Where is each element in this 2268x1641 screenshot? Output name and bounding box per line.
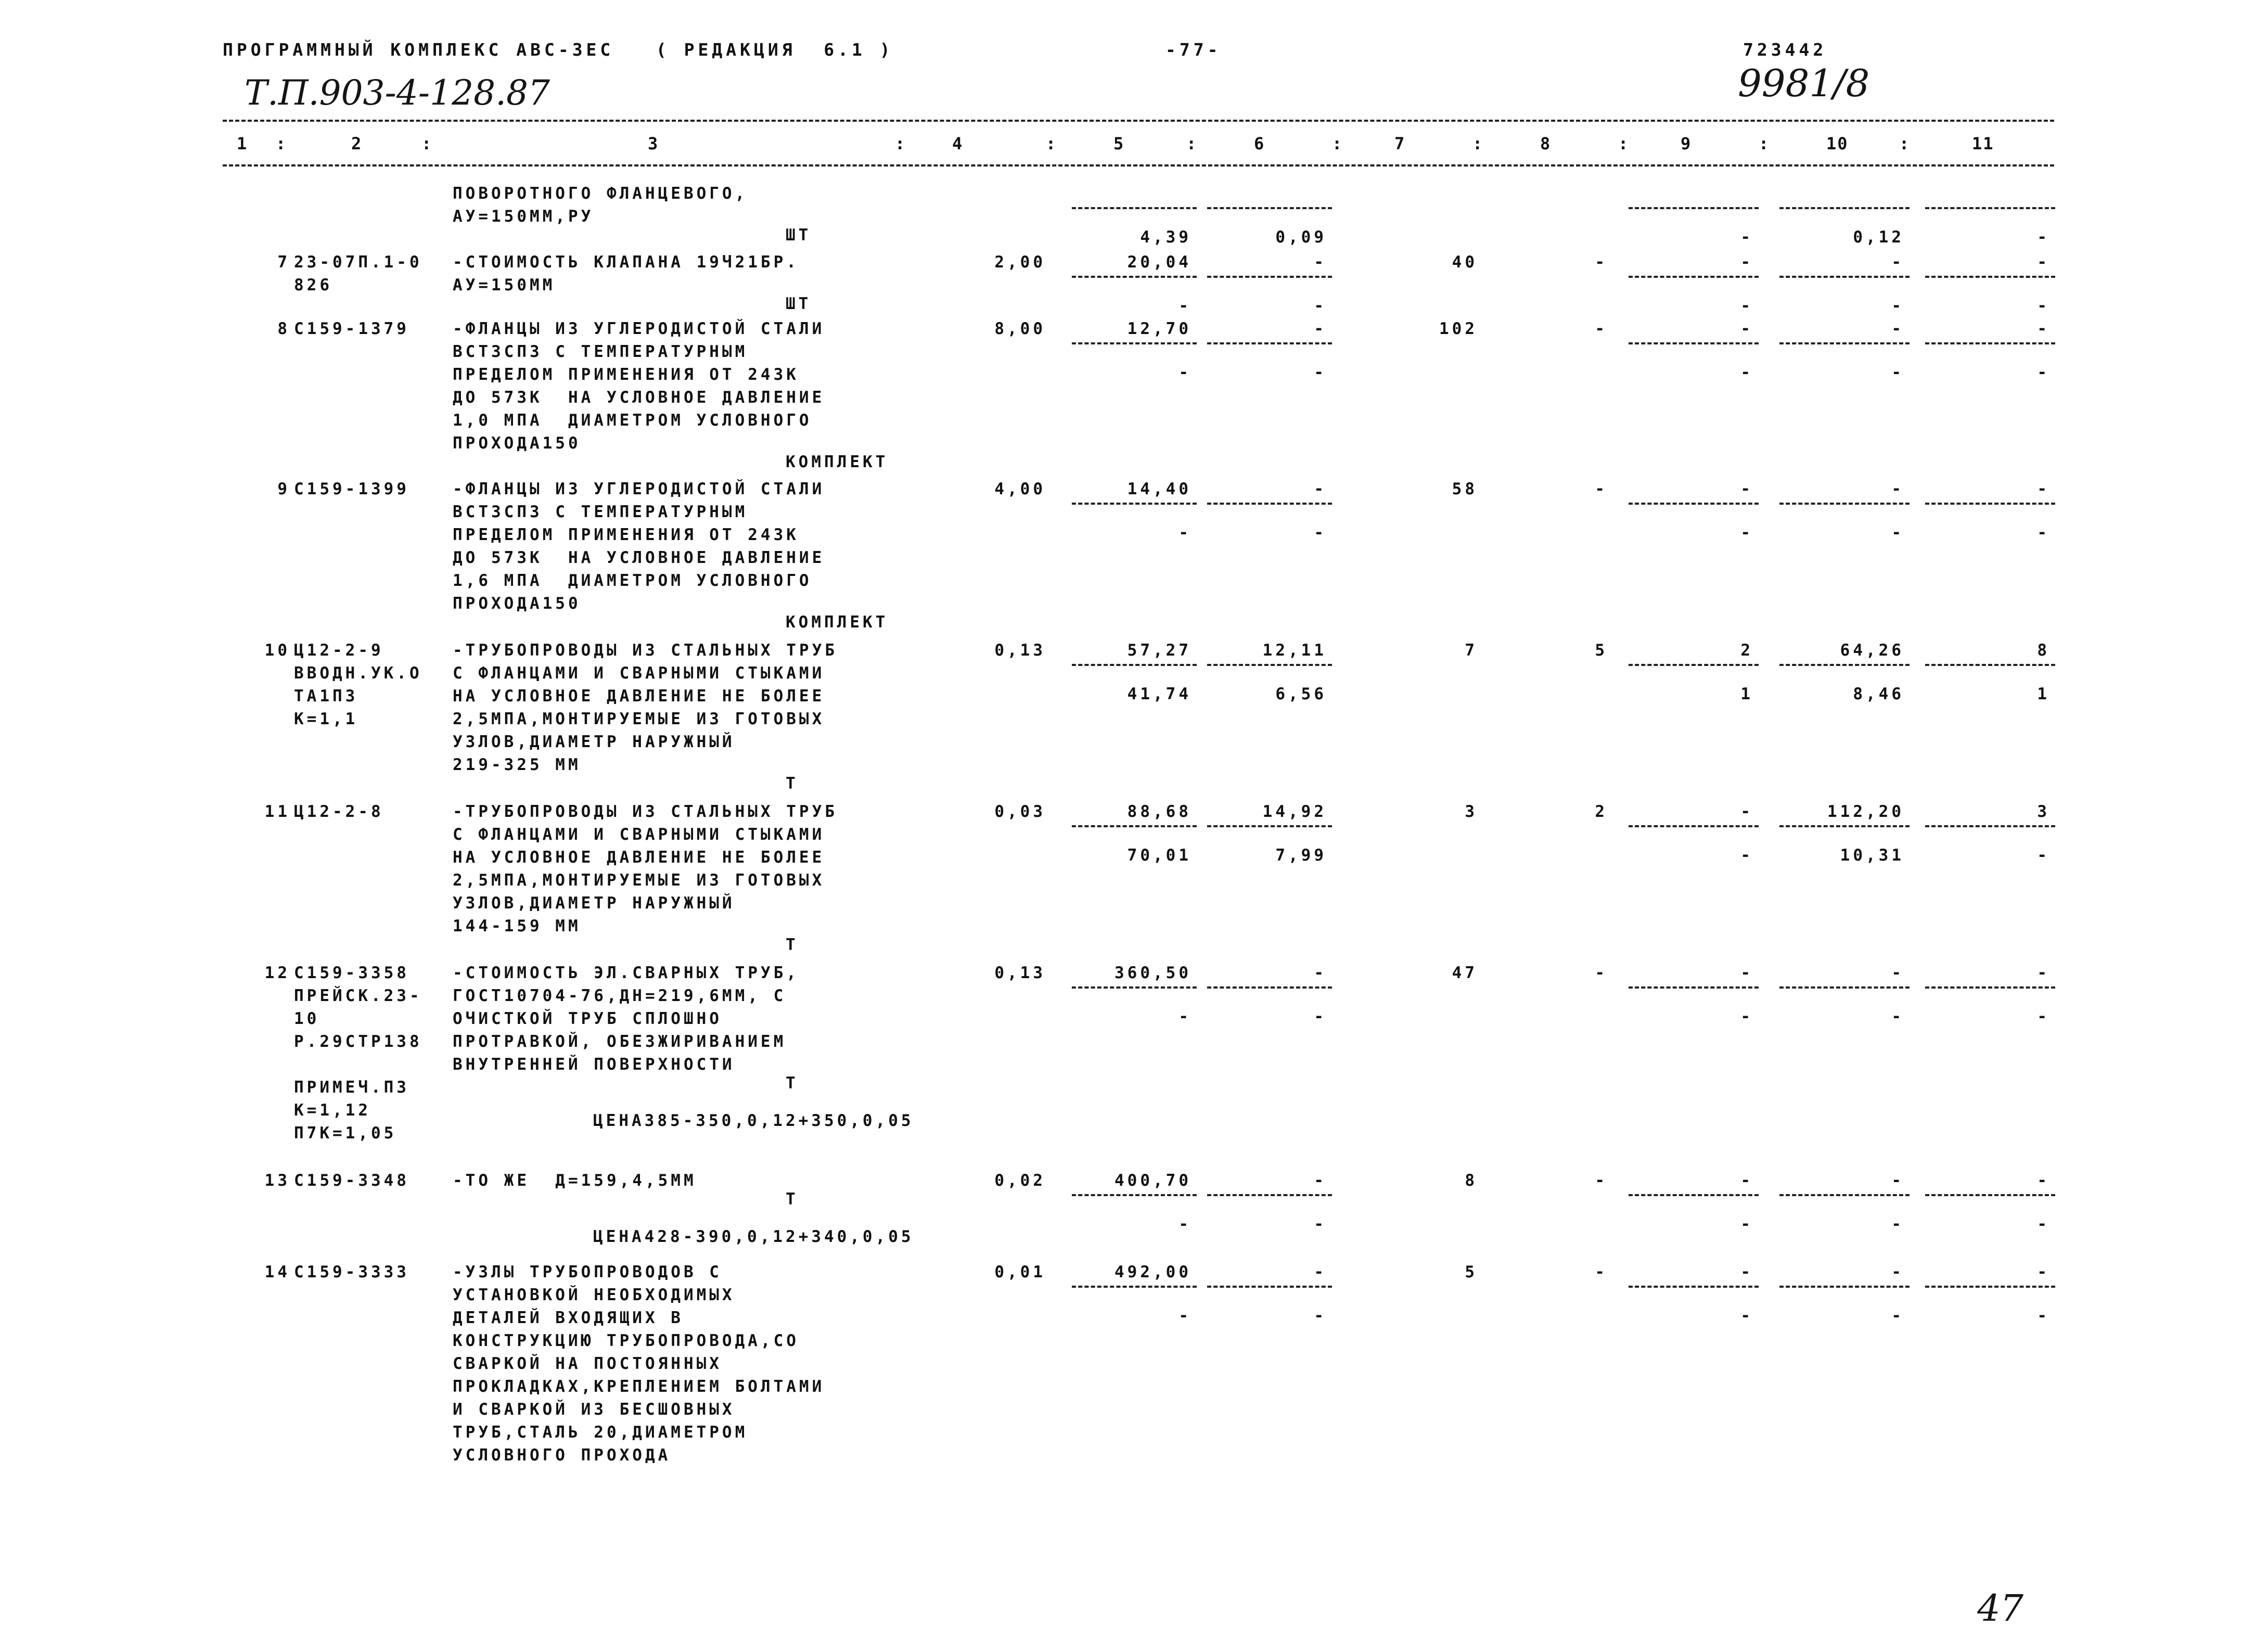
row-value-c11-top: - — [2037, 319, 2050, 338]
row-value-c11-top: - — [2037, 253, 2050, 272]
row-value-c9-bot: - — [1740, 297, 1753, 315]
row-value-c6-bot: 7,99 — [1275, 846, 1327, 865]
row-value-c6-top: 12,11 — [1262, 641, 1327, 660]
split-rule — [1072, 207, 1197, 209]
row-number: 14 — [264, 1263, 290, 1281]
row-value-c4: 2,00 — [994, 253, 1046, 272]
row-code: 23-07П.1-0 — [294, 253, 422, 272]
row-value-c4: 4,00 — [994, 480, 1046, 498]
row-value-c6-top: - — [1314, 1171, 1327, 1190]
split-rule — [1779, 342, 1910, 344]
row-value-c10-top: - — [1891, 964, 1904, 982]
split-rule — [1072, 825, 1197, 827]
row-value-c10-top: 112,20 — [1827, 802, 1904, 821]
split-rule — [1629, 1286, 1759, 1288]
row-description: УЗЛОВ,ДИАМЕТР НАРУЖНЫЙ — [453, 894, 735, 913]
row-value-c8: 5 — [1595, 641, 1608, 660]
split-rule — [1207, 1286, 1332, 1288]
row-unit: КОМПЛЕКТ — [786, 613, 889, 632]
column-separator: : — [895, 134, 906, 153]
row-price-note: ЦЕНА385-350,0,12+350,0,05 — [593, 1111, 914, 1130]
row-value-c9-bot: - — [1740, 363, 1753, 382]
row-description: АУ=150ММ,РУ — [453, 207, 594, 226]
row-code: 826 — [294, 276, 332, 294]
split-rule — [1207, 664, 1332, 666]
row-value-c9-bot: 1 — [1740, 685, 1753, 703]
row-value-c11-bot: - — [2037, 1215, 2050, 1234]
row-code: ТА1П3 — [294, 687, 358, 706]
row-value-c6-bot: - — [1314, 523, 1327, 542]
row-value-c6-top: - — [1314, 319, 1327, 338]
row-code: К=1,12 — [294, 1101, 371, 1120]
column-separator: : — [276, 134, 287, 153]
row-value-c6-bot: - — [1314, 1215, 1327, 1234]
row-description: ГОСТ10704-76,ДН=219,6ММ, С — [453, 986, 787, 1005]
row-value-c5-top: 492,00 — [1114, 1263, 1191, 1281]
column-separator: : — [1759, 134, 1770, 153]
column-number: 11 — [1972, 134, 1994, 153]
row-description: УСЛОВНОГО ПРОХОДА — [453, 1446, 671, 1465]
row-description: 144-159 ММ — [453, 917, 581, 935]
row-value-c9-bot: - — [1740, 1306, 1753, 1325]
row-value-c6-bot: - — [1314, 297, 1327, 315]
row-code: С159-1399 — [294, 480, 409, 498]
row-value-c5-top: 57,27 — [1127, 641, 1191, 660]
row-description: -СТОИМОСТЬ КЛАПАНА 19Ч21БР. — [453, 253, 799, 272]
row-value-c7: 47 — [1452, 964, 1478, 982]
row-code: С159-3348 — [294, 1171, 409, 1190]
row-value-c6-top: 14,92 — [1262, 802, 1327, 821]
row-description: УЗЛОВ,ДИАМЕТР НАРУЖНЫЙ — [453, 733, 735, 751]
row-value-c11-bot: - — [2037, 1007, 2050, 1026]
split-rule — [1629, 664, 1759, 666]
row-description: -СТОИМОСТЬ ЭЛ.СВАРНЫХ ТРУБ, — [453, 964, 799, 982]
row-value-c8: - — [1595, 253, 1608, 272]
row-code: ПРИМЕЧ.П3 — [294, 1078, 409, 1097]
split-rule — [1207, 276, 1332, 278]
row-value-c5-bot: - — [1178, 1215, 1191, 1234]
row-value-c9-top: - — [1740, 1171, 1753, 1190]
row-value-c11-top: - — [2037, 964, 2050, 982]
row-description: 2,5МПА,МОНТИРУЕМЫЕ ИЗ ГОТОВЫХ — [453, 871, 825, 890]
document-code: 723442 — [1743, 40, 1827, 60]
row-value-c5-bot: - — [1178, 363, 1191, 382]
row-description: ТРУБ,СТАЛЬ 20,ДИАМЕТРОМ — [453, 1423, 748, 1442]
row-code: Ц12-2-8 — [294, 802, 384, 821]
row-value-c7: 40 — [1452, 253, 1478, 272]
row-value-c9-bot: - — [1740, 228, 1753, 247]
row-description: СВАРКОЙ НА ПОСТОЯННЫХ — [453, 1354, 722, 1373]
row-description: -ФЛАНЦЫ ИЗ УГЛЕРОДИСТОЙ СТАЛИ — [453, 319, 825, 338]
row-value-c9-top: - — [1740, 802, 1753, 821]
row-value-c6-top: - — [1314, 253, 1327, 272]
column-number: 9 — [1681, 134, 1692, 153]
column-number: 8 — [1540, 134, 1552, 153]
split-rule — [1779, 503, 1910, 505]
column-number: 6 — [1254, 134, 1265, 153]
row-value-c7: 102 — [1439, 319, 1478, 338]
row-description: НА УСЛОВНОЕ ДАВЛЕНИЕ НЕ БОЛЕЕ — [453, 687, 825, 706]
row-value-c4: 8,00 — [994, 319, 1046, 338]
row-unit: Т — [786, 1190, 799, 1209]
split-rule — [1925, 276, 2055, 278]
column-number: 7 — [1394, 134, 1406, 153]
row-description: ОЧИСТКОЙ ТРУБ СПЛОШНО — [453, 1009, 722, 1028]
row-value-c8: 2 — [1595, 802, 1608, 821]
row-value-c6-top: - — [1314, 480, 1327, 498]
split-rule — [1207, 207, 1332, 209]
row-value-c11-top: - — [2037, 480, 2050, 498]
split-rule — [1925, 1286, 2055, 1288]
row-value-c6-bot: - — [1314, 1007, 1327, 1026]
row-value-c5-bot: - — [1178, 1306, 1191, 1325]
row-description: -ТО ЖЕ Д=159,4,5ММ — [453, 1171, 697, 1190]
split-rule — [1629, 342, 1759, 344]
row-description: ПРОКЛАДКАХ,КРЕПЛЕНИЕМ БОЛТАМИ — [453, 1377, 825, 1396]
row-description: ПРЕДЕЛОМ ПРИМЕНЕНИЯ ОТ 243К — [453, 525, 799, 544]
row-description: 1,0 МПА ДИАМЕТРОМ УСЛОВНОГО — [453, 411, 812, 430]
row-value-c9-bot: - — [1740, 523, 1753, 542]
split-rule — [1925, 207, 2055, 209]
row-value-c10-bot: - — [1891, 1215, 1904, 1234]
row-code: ПРЕЙСК.23- — [294, 986, 422, 1005]
split-rule — [1072, 503, 1197, 505]
row-description: И СВАРКОЙ ИЗ БЕСШОВНЫХ — [453, 1400, 735, 1419]
row-number: 10 — [264, 641, 290, 660]
row-value-c5-bot: - — [1178, 1007, 1191, 1026]
header-rule-top — [223, 120, 2054, 122]
split-rule — [1925, 664, 2055, 666]
split-rule — [1925, 503, 2055, 505]
row-value-c10-bot: 8,46 — [1853, 685, 1904, 703]
row-value-c7: 5 — [1465, 1263, 1478, 1281]
row-code: 10 — [294, 1009, 320, 1028]
row-value-c5-top: 20,04 — [1127, 253, 1191, 272]
header-rule-bottom — [223, 164, 2054, 166]
row-value-c9-top: 2 — [1740, 641, 1753, 660]
row-description: ПРОХОДА150 — [453, 434, 581, 453]
split-rule — [1779, 986, 1910, 989]
row-value-c5-bot: 70,01 — [1127, 846, 1191, 865]
row-value-c6-bot: - — [1314, 1306, 1327, 1325]
row-value-c9-top: - — [1740, 319, 1753, 338]
split-rule — [1779, 207, 1910, 209]
split-rule — [1779, 276, 1910, 278]
row-value-c5-bot: 4,39 — [1140, 228, 1191, 247]
split-rule — [1779, 1194, 1910, 1196]
split-rule — [1072, 1194, 1197, 1196]
row-description: УСТАНОВКОЙ НЕОБХОДИМЫХ — [453, 1286, 735, 1304]
row-unit: ШТ — [786, 294, 812, 313]
row-description: ВСТ3СП3 С ТЕМПЕРАТУРНЫМ — [453, 342, 748, 361]
row-description: ДЕТАЛЕЙ ВХОДЯЩИХ В — [453, 1309, 684, 1327]
row-price-note: ЦЕНА428-390,0,12+340,0,05 — [593, 1227, 914, 1246]
row-description: -ТРУБОПРОВОДЫ ИЗ СТАЛЬНЫХ ТРУБ — [453, 802, 838, 821]
split-rule — [1207, 986, 1332, 989]
row-unit: Т — [786, 1074, 799, 1093]
row-code: П7К=1,05 — [294, 1124, 397, 1143]
row-description: 219-325 ММ — [453, 755, 581, 774]
row-number: 13 — [264, 1171, 290, 1190]
row-description: 2,5МПА,МОНТИРУЕМЫЕ ИЗ ГОТОВЫХ — [453, 710, 825, 728]
column-separator: : — [1332, 134, 1343, 153]
row-value-c5-bot: - — [1178, 523, 1191, 542]
row-value-c10-top: - — [1891, 480, 1904, 498]
split-rule — [1072, 1286, 1197, 1288]
row-value-c11-bot: - — [2037, 363, 2050, 382]
row-value-c9-bot: - — [1740, 1007, 1753, 1026]
column-number: 1 — [237, 134, 248, 153]
row-value-c11-bot: - — [2037, 297, 2050, 315]
split-rule — [1629, 207, 1759, 209]
row-value-c11-top: 3 — [2037, 802, 2050, 821]
row-value-c11-bot: - — [2037, 523, 2050, 542]
row-value-c4: 0,02 — [994, 1171, 1046, 1190]
split-rule — [1779, 664, 1910, 666]
row-code: Р.29СТР138 — [294, 1032, 422, 1051]
split-rule — [1629, 825, 1759, 827]
row-value-c10-top: - — [1891, 1263, 1904, 1281]
row-value-c9-bot: - — [1740, 846, 1753, 865]
row-value-c10-top: 64,26 — [1840, 641, 1904, 660]
row-description: НА УСЛОВНОЕ ДАВЛЕНИЕ НЕ БОЛЕЕ — [453, 848, 825, 867]
row-value-c5-top: 14,40 — [1127, 480, 1191, 498]
row-value-c10-bot: - — [1891, 297, 1904, 315]
row-value-c11-top: - — [2037, 1263, 2050, 1281]
row-description: -УЗЛЫ ТРУБОПРОВОДОВ С — [453, 1263, 722, 1281]
row-value-c11-top: 8 — [2037, 641, 2050, 660]
row-description: ПРОТРАВКОЙ, ОБЕЗЖИРИВАНИЕМ — [453, 1032, 787, 1051]
row-number: 11 — [264, 802, 290, 821]
row-value-c4: 0,01 — [994, 1263, 1046, 1281]
row-code: ВВОДН.УК.О — [294, 664, 422, 683]
split-rule — [1629, 276, 1759, 278]
row-description: ВНУТРЕННЕЙ ПОВЕРХНОСТИ — [453, 1055, 735, 1074]
row-value-c10-bot: 0,12 — [1853, 228, 1904, 247]
row-value-c11-bot: - — [2037, 1306, 2050, 1325]
row-value-c8: - — [1595, 480, 1608, 498]
row-description: ПРЕДЕЛОМ ПРИМЕНЕНИЯ ОТ 243К — [453, 365, 799, 384]
row-unit: Т — [786, 935, 799, 954]
row-value-c11-bot: - — [2037, 846, 2050, 865]
row-value-c6-top: - — [1314, 964, 1327, 982]
column-separator: : — [421, 134, 433, 153]
row-value-c10-bot: 10,31 — [1840, 846, 1904, 865]
sheet-number: 9981/8 — [1738, 61, 1870, 105]
row-value-c6-bot: 6,56 — [1275, 685, 1327, 703]
row-value-c5-top: 12,70 — [1127, 319, 1191, 338]
row-description: ДО 573К НА УСЛОВНОЕ ДАВЛЕНИЕ — [453, 388, 825, 407]
row-value-c8: - — [1595, 964, 1608, 982]
row-number: 7 — [277, 253, 290, 272]
split-rule — [1925, 825, 2055, 827]
split-rule — [1207, 503, 1332, 505]
row-value-c9-bot: - — [1740, 1215, 1753, 1234]
column-separator: : — [1186, 134, 1198, 153]
row-code: С159-3333 — [294, 1263, 409, 1281]
row-number: 9 — [277, 480, 290, 498]
column-separator: : — [1618, 134, 1630, 153]
row-code: К=1,1 — [294, 710, 358, 728]
split-rule — [1072, 342, 1197, 344]
row-value-c9-top: - — [1740, 253, 1753, 272]
row-value-c11-bot: - — [2037, 228, 2050, 247]
row-description: ПОВОРОТНОГО ФЛАНЦЕВОГО, — [453, 184, 748, 203]
row-description: АУ=150ММ — [453, 276, 556, 294]
row-value-c7: 3 — [1465, 802, 1478, 821]
row-value-c6-top: - — [1314, 1263, 1327, 1281]
row-value-c10-bot: - — [1891, 1306, 1904, 1325]
row-value-c10-top: - — [1891, 253, 1904, 272]
row-description: -ТРУБОПРОВОДЫ ИЗ СТАЛЬНЫХ ТРУБ — [453, 641, 838, 660]
row-value-c7: 8 — [1465, 1171, 1478, 1190]
project-number: Т.П.903-4-128.87 — [245, 73, 550, 113]
row-description: -ФЛАНЦЫ ИЗ УГЛЕРОДИСТОЙ СТАЛИ — [453, 480, 825, 498]
row-value-c5-top: 360,50 — [1114, 964, 1191, 982]
split-rule — [1072, 664, 1197, 666]
row-value-c5-top: 400,70 — [1114, 1171, 1191, 1190]
row-value-c5-bot: 41,74 — [1127, 685, 1191, 703]
split-rule — [1207, 342, 1332, 344]
row-value-c10-bot: - — [1891, 363, 1904, 382]
column-separator: : — [1472, 134, 1484, 153]
row-value-c6-bot: - — [1314, 363, 1327, 382]
row-value-c4: 0,13 — [994, 641, 1046, 660]
row-value-c6-bot: 0,09 — [1275, 228, 1327, 247]
row-value-c7: 58 — [1452, 480, 1478, 498]
row-value-c8: - — [1595, 1263, 1608, 1281]
row-code: С159-1379 — [294, 319, 409, 338]
split-rule — [1072, 986, 1197, 989]
page-number: -77- — [1165, 40, 1222, 60]
row-value-c10-top: - — [1891, 319, 1904, 338]
split-rule — [1779, 1286, 1910, 1288]
row-value-c10-bot: - — [1891, 1007, 1904, 1026]
row-value-c9-top: - — [1740, 964, 1753, 982]
split-rule — [1925, 1194, 2055, 1196]
row-description: ПРОХОДА150 — [453, 594, 581, 613]
split-rule — [1779, 825, 1910, 827]
row-value-c5-top: 88,68 — [1127, 802, 1191, 821]
row-description: КОНСТРУКЦИЮ ТРУБОПРОВОДА,СО — [453, 1331, 799, 1350]
column-separator: : — [1899, 134, 1911, 153]
row-value-c5-bot: - — [1178, 297, 1191, 315]
column-number: 3 — [648, 134, 659, 153]
column-number: 2 — [351, 134, 363, 153]
program-title: ПРОГРАММНЫЙ КОМПЛЕКС АВС-ЗЕС ( РЕДАКЦИЯ 6.1 ) — [223, 40, 894, 60]
row-value-c8: - — [1595, 1171, 1608, 1190]
split-rule — [1629, 986, 1759, 989]
row-code: Ц12-2-9 — [294, 641, 384, 660]
row-unit: Т — [786, 774, 799, 793]
column-separator: : — [1046, 134, 1057, 153]
row-value-c4: 0,13 — [994, 964, 1046, 982]
split-rule — [1629, 1194, 1759, 1196]
row-value-c9-top: - — [1740, 1263, 1753, 1281]
split-rule — [1207, 1194, 1332, 1196]
row-description: ДО 573К НА УСЛОВНОЕ ДАВЛЕНИЕ — [453, 548, 825, 567]
column-number: 4 — [952, 134, 964, 153]
row-code: С159-3358 — [294, 964, 409, 982]
row-number: 12 — [264, 964, 290, 982]
column-number: 5 — [1113, 134, 1125, 153]
row-value-c11-top: - — [2037, 1171, 2050, 1190]
split-rule — [1925, 986, 2055, 989]
split-rule — [1207, 825, 1332, 827]
split-rule — [1629, 503, 1759, 505]
row-description: С ФЛАНЦАМИ И СВАРНЫМИ СТЫКАМИ — [453, 825, 825, 844]
row-description: С ФЛАНЦАМИ И СВАРНЫМИ СТЫКАМИ — [453, 664, 825, 683]
row-value-c8: - — [1595, 319, 1608, 338]
row-number: 8 — [277, 319, 290, 338]
sheet-mark: 47 — [1977, 1587, 2024, 1630]
split-rule — [1925, 342, 2055, 344]
row-value-c10-top: - — [1891, 1171, 1904, 1190]
row-unit: ШТ — [786, 226, 812, 245]
row-description: ВСТ3СП3 С ТЕМПЕРАТУРНЫМ — [453, 503, 748, 521]
row-value-c10-bot: - — [1891, 523, 1904, 542]
row-value-c11-bot: 1 — [2037, 685, 2050, 703]
row-description: 1,6 МПА ДИАМЕТРОМ УСЛОВНОГО — [453, 571, 812, 590]
split-rule — [1072, 276, 1197, 278]
column-number: 10 — [1826, 134, 1849, 153]
row-value-c7: 7 — [1465, 641, 1478, 660]
row-unit: КОМПЛЕКТ — [786, 453, 889, 471]
row-value-c4: 0,03 — [994, 802, 1046, 821]
row-value-c9-top: - — [1740, 480, 1753, 498]
